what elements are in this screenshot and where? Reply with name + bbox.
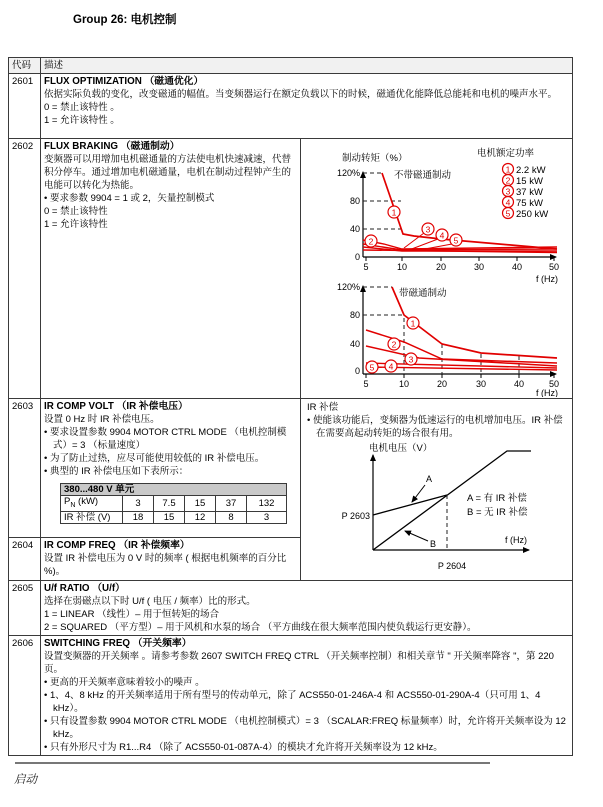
param-text: • 只有外形尺寸为 R1...R4 （除了 ACS550-01-087A-4）的模块才允许将开关频率设为 12 kHz。	[44, 742, 443, 753]
svg-text:1: 1	[391, 207, 397, 218]
param-text: • 为了防止过热，应尽可能使用较低的 IR 补偿电压。	[44, 453, 265, 464]
flux-braking-chart	[304, 140, 573, 397]
table-row-2603	[9, 399, 573, 538]
param-text: • 只有设置参数 9904 MOTOR CTRL MODE （电机控制模式）= 3 （SCALAR:FREQ 标量频率）时，允许将开关频率设为 12 kHz。	[44, 716, 566, 740]
param-name: FLUX BRAKING （磁通制动）	[44, 141, 180, 152]
label-a: A	[426, 474, 433, 484]
diagram-x-label: f (Hz)	[505, 535, 527, 545]
arrow-b	[405, 531, 428, 541]
x-tick: 30	[475, 379, 487, 389]
col-header-code: 代码	[9, 58, 41, 74]
x-tick: 10	[396, 262, 408, 272]
x-tick: 5	[363, 262, 369, 272]
param-text: 设置 0 Hz 时 IR 补偿电压。	[44, 414, 160, 425]
param-text: • 典型的 IR 补偿电压如下表所示：	[44, 466, 189, 477]
volt-table-caption: 380...480 V 单元	[61, 484, 287, 496]
svg-text:2: 2	[391, 339, 397, 350]
flux-chart2-title: 带磁通制动	[399, 288, 447, 299]
param-text: 设置变频器的开关频率 。请参考参数 2607 SWITCH FREQ CTRL （开关频率控制）和相关章节 " 开关频率降容 "，第 220 页。	[44, 651, 554, 675]
y-tick: 40	[349, 339, 360, 349]
param-text: 选择在弱磁点以下时 U/f ( 电压 / 频率）比的形式。	[44, 596, 256, 607]
svg-text:2.2 kW: 2.2 kW	[516, 165, 546, 176]
param-name: IR COMP VOLT （IR 补偿电压）	[44, 401, 188, 412]
flux-chart-y-label: 制动转矩（%）	[342, 153, 408, 164]
param-text: 1 = LINEAR （线性）– 用于恒转矩的场合	[44, 609, 219, 620]
svg-text:4: 4	[505, 197, 511, 208]
flux-chart1-title: 不带磁通制动	[394, 170, 452, 181]
legend	[503, 164, 549, 221]
label-b: B	[430, 539, 437, 549]
param-desc-2601	[41, 74, 573, 139]
table-row-2605	[9, 581, 573, 636]
param-code: 2603	[9, 399, 41, 538]
ir-comp-diagram	[304, 441, 573, 579]
x-tick: 40	[511, 262, 523, 272]
param-text: • 更高的开关频率意味着较小的噪声 。	[44, 677, 205, 688]
svg-text:3: 3	[505, 186, 511, 197]
x-tick: 20	[436, 379, 448, 389]
param-text: 变频器可以用增加电机磁通量的方法使电机快速减速，代替积分停车。通过增加电机磁通量，电机在制动过程钟产生的电能可以转化为热能。	[44, 154, 292, 191]
param-text: 0 = 禁止该特性 。	[44, 102, 120, 113]
param-text: 2 = SQUARED （平方型）– 用于风机和水泵的场合 （平方曲线在很大频率范围内使负载运行更安静）。	[44, 622, 477, 633]
x-axis-ticks	[366, 257, 554, 261]
param-code: 2606	[9, 636, 41, 756]
param-text: • 1、4、8 kHz 的开关频率适用于所有型号的传动单元，除了 ACS550-01-246A-4 和 ACS550-01-290A-4（只可用 1、4 kHz）。	[44, 690, 541, 714]
x-tick: 40	[513, 379, 525, 389]
param-text: • 要求设置参数 9904 MOTOR CTRL MODE （电机控制模式）= 3 （标量速度）	[44, 427, 287, 451]
p2603-label: P 2603	[341, 511, 370, 521]
p2604-label: P 2604	[437, 561, 467, 571]
svg-text:15 kW: 15 kW	[516, 176, 543, 187]
line-a	[373, 495, 447, 515]
param-code: 2602	[9, 139, 41, 399]
table-row-2606	[9, 636, 573, 756]
volt-table-row-pn: $P_N$ (kW) 3 7.5 15 37 132	[61, 496, 287, 512]
col-header-desc: 描述	[41, 58, 573, 74]
svg-text:5: 5	[369, 362, 375, 373]
table-header-row	[9, 58, 573, 74]
legend-b: B = 无 IR 补偿	[467, 507, 528, 518]
param-name: SWITCHING FREQ （开关频率）	[44, 638, 192, 649]
param-text: 依据实际负载的变化，改变磁通的幅值。当变频器运行在额定负载以下的时候，磁通优化能降低总能耗和电机的噪声水平。	[44, 89, 558, 100]
svg-text:5: 5	[453, 235, 459, 246]
y-tick: 80	[349, 310, 360, 320]
param-code: 2605	[9, 581, 41, 636]
param-text: 设置 IR 补偿电压为 0 V 时的频率 ( 根据电机频率的百分比 %)。	[44, 553, 287, 578]
ir-heading: IR 补偿	[307, 402, 339, 413]
arrow-a	[412, 485, 425, 502]
param-name: FLUX OPTIMIZATION （磁通优化）	[44, 76, 204, 87]
x-tick: 50	[548, 379, 560, 389]
flux-braking-charts-cell	[301, 139, 573, 399]
param-text: 0 = 禁止该特性	[44, 206, 108, 217]
ir-body: • 使能该功能后，变频器为低速运行的电机增加电压。IR 补偿在需要高起动转矩的场合很有用。	[307, 415, 563, 439]
svg-text:37 kW: 37 kW	[516, 187, 543, 198]
x-tick: 10	[398, 379, 410, 389]
x-tick: 50	[548, 262, 560, 272]
param-text: 1 = 允许该特性 。	[44, 115, 120, 126]
legend-title: 电机额定功率	[477, 148, 535, 159]
param-desc-2606	[41, 636, 573, 756]
svg-text:4: 4	[439, 230, 445, 241]
footer-divider	[15, 762, 490, 764]
y-tick: 0	[354, 366, 360, 376]
x-axis-label: f (Hz)	[536, 388, 558, 397]
param-desc-2602	[41, 139, 301, 399]
parameter-table	[8, 57, 573, 756]
param-text: 1 = 允许该特性	[44, 219, 108, 230]
table-row-2602	[9, 139, 573, 399]
x-tick: 5	[363, 379, 369, 389]
svg-text:1: 1	[410, 318, 416, 329]
ir-comp-voltage-table	[60, 483, 287, 524]
svg-text:2: 2	[505, 175, 511, 186]
x-tick: 20	[435, 262, 447, 272]
param-desc-2604	[41, 538, 301, 581]
svg-text:75 kW: 75 kW	[516, 198, 543, 209]
y-tick: 120%	[336, 282, 360, 292]
table-row-2601	[9, 74, 573, 139]
svg-text:5: 5	[505, 208, 511, 219]
volt-table-row-ir: IR 补偿 (V) 18 15 12 8 3	[61, 511, 287, 523]
svg-text:3: 3	[425, 224, 431, 235]
svg-text:250 kW: 250 kW	[516, 209, 549, 220]
diagram-y-label: 电机电压（V）	[369, 443, 433, 454]
svg-text:1: 1	[505, 164, 511, 175]
y-tick: 0	[354, 252, 360, 262]
page-title: Group 26: 电机控制	[73, 14, 177, 26]
param-code: 2601	[9, 74, 41, 139]
param-name: IR COMP FREQ （IR 补偿频率）	[44, 540, 190, 552]
param-desc-2605	[41, 581, 573, 636]
footer-section-label: 启动	[14, 774, 37, 786]
x-axis-label: f (Hz)	[536, 274, 558, 284]
param-text: • 要求参数 9904 = 1 或 2，矢量控制模式	[44, 193, 215, 204]
y-tick: 120%	[336, 168, 360, 178]
param-name: U/f RATIO （U/f）	[44, 583, 125, 594]
svg-text:2: 2	[368, 236, 374, 247]
y-tick: 40	[349, 224, 360, 234]
ir-comp-diagram-cell	[301, 399, 573, 581]
svg-text:4: 4	[388, 361, 394, 372]
param-desc-2603	[41, 399, 301, 538]
param-code: 2604	[9, 538, 41, 581]
legend-a: A = 有 IR 补偿	[467, 493, 527, 504]
y-tick: 80	[349, 196, 360, 206]
svg-text:3: 3	[408, 354, 414, 365]
x-tick: 30	[473, 262, 485, 272]
